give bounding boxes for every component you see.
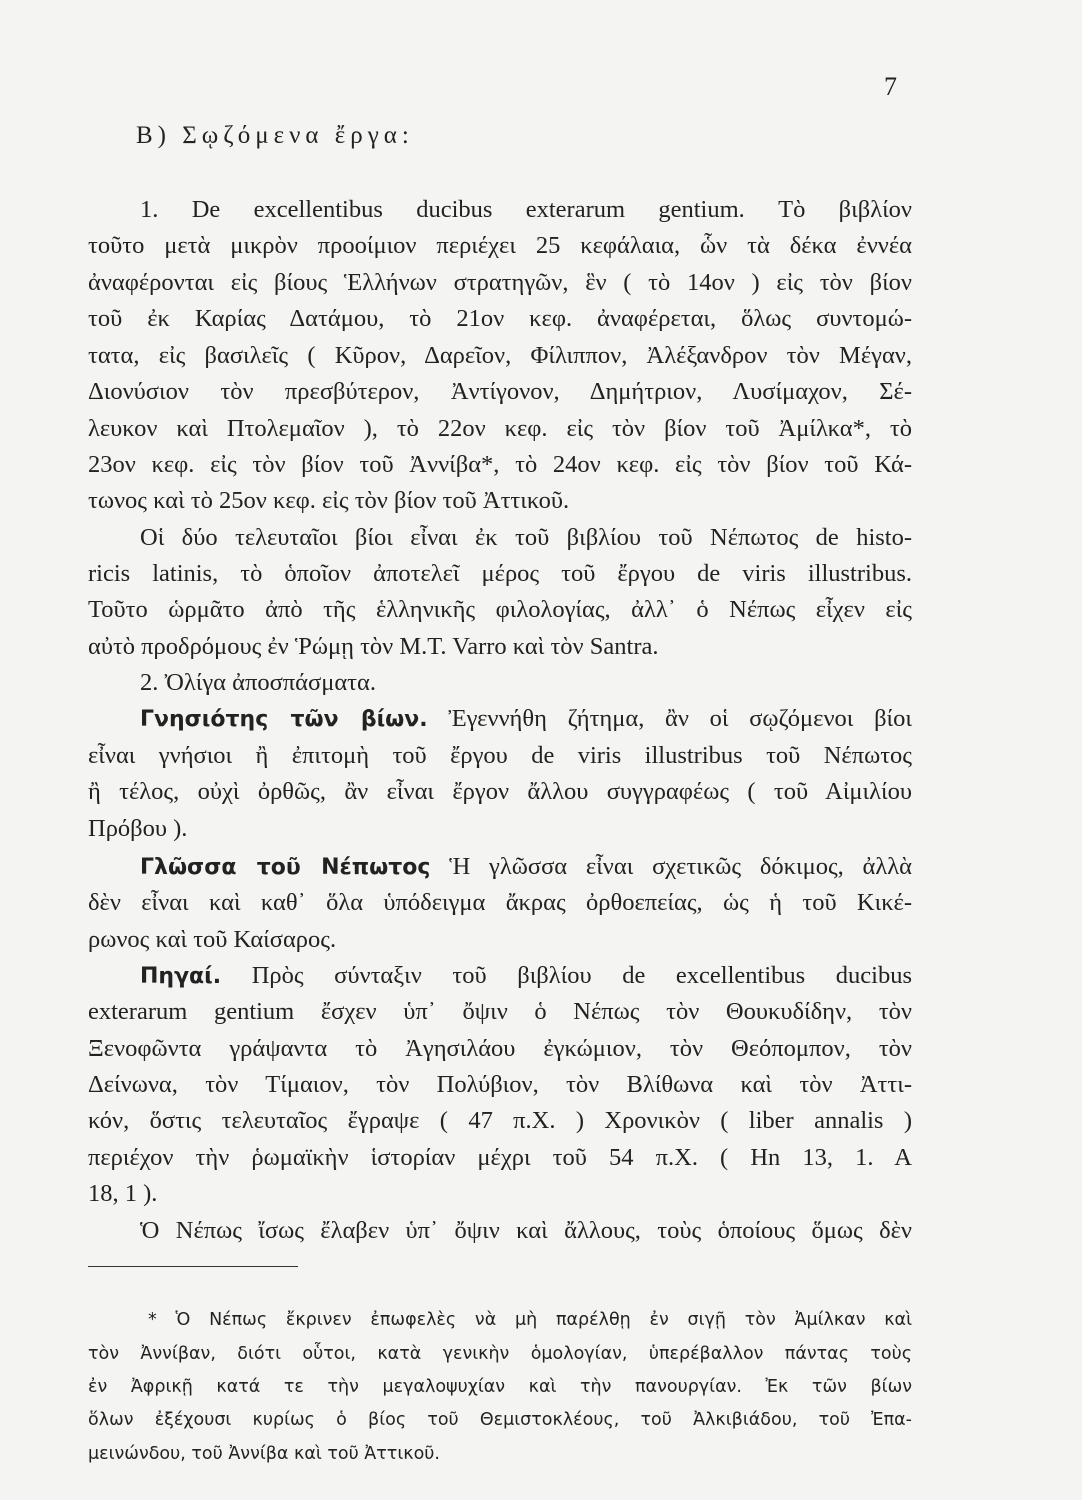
text-line: [88, 631, 912, 663]
line-text: αὐτὸ προδρόμους ἐν Ῥώμῃ τὸν M.T. Varro καὶ τὸν Santra.: [88, 633, 659, 660]
line-text: ricis latinis, τὸ ὁποῖον ἀποτελεῖ μέρος τοῦ ἔργου de viris illustribus.: [88, 560, 912, 587]
text-line: [88, 887, 912, 919]
section-heading: B) Σῳζόμενα ἔργα:: [136, 122, 414, 149]
line-text: εἶναι γνήσιοι ἢ ἐπιτομὴ τοῦ ἔργου de viris illustribus τοῦ Νέπωτος: [88, 742, 912, 769]
line-text: Διονύσιον τὸν πρεσβύτερον, Ἀντίγονον, Δημήτριον, Λυσίμαχον, Σέ-: [88, 378, 912, 405]
text-line: [88, 813, 912, 845]
line-text: ἀναφέρονται εἰς βίους Ἑλλήνων στρατηγῶν, ἓν ( τὸ 14ον ) εἰς τὸν βίον: [88, 269, 912, 296]
line-text: δὲν εἶναι καὶ καθ᾽ ὅλα ὑπόδειγμα ἄκρας ὀρθοεπείας, ὡς ἡ τοῦ Κικέ-: [88, 889, 912, 916]
footnote-line: ὅλων ἐξέχουσι κυρίως ὁ βίος τοῦ Θεμιστοκλέους, τοῦ Ἀλκιβιάδου, τοῦ Ἐπα-: [88, 1410, 912, 1430]
footnote-line: ἐν Ἀφρικῇ κατά τε τὴν μεγαλοψυχίαν καὶ τὴν πανουργίαν. Ἐκ τῶν βίων: [88, 1377, 912, 1397]
run-in-heading: Πηγαί.: [140, 964, 222, 989]
line-text: Οἱ δύο τελευταῖοι βίοι εἶναι ἐκ τοῦ βιβλίου τοῦ Νέπωτος de histo-: [140, 524, 912, 551]
footnote-line: τὸν Ἀννίβαν, διότι οὗτοι, κατὰ γενικὴν ὁμολογίαν, ὑπερέβαλλον πάντας τοὺς: [88, 1344, 912, 1364]
line-text: Ἐγεννήθη ζήτημα, ἂν οἱ σῳζόμενοι βίοι: [427, 705, 912, 732]
text-line: [88, 594, 912, 626]
line-text: τοῦτο μετὰ μικρὸν προοίμιον περιέχει 25 κεφάλαια, ὧν τὰ δέκα ἐννέα: [88, 232, 912, 259]
line-text: Τοῦτο ὡρμᾶτο ἀπὸ τῆς ἑλληνικῆς φιλολογίας, ἀλλ᾽ ὁ Νέπως εἶχεν εἰς: [88, 596, 912, 623]
line-text: 2. Ὀλίγα ἀποσπάσματα.: [140, 669, 376, 696]
text-line: [88, 303, 912, 335]
text-line: [88, 740, 912, 772]
text-line: [88, 449, 912, 481]
line-text: Πρὸς σύνταξιν τοῦ βιβλίου de excellentibus ducibus: [221, 962, 912, 989]
text-line: [88, 230, 912, 262]
text-line: [88, 413, 912, 445]
text-line: [88, 376, 912, 408]
page-number: 7: [884, 72, 897, 101]
line-text: τωνος καὶ τὸ 25ον κεφ. εἰς τὸν βίον τοῦ Ἀττικοῦ.: [88, 487, 570, 514]
text-line: [88, 1033, 912, 1065]
line-text: τατα, εἰς βασιλεῖς ( Κῦρον, Δαρεῖον, Φίλιππον, Ἀλέξανδρον τὸν Μέγαν,: [88, 342, 912, 369]
line-text: τοῦ ἐκ Καρίας Δατάμου, τὸ 21ον κεφ. ἀναφέρεται, ὅλως συντομώ-: [88, 305, 912, 332]
text-line: [140, 851, 912, 884]
footnote-line: μεινώνδου, τοῦ Ἀννίβα καὶ τοῦ Ἀττικοῦ.: [88, 1444, 440, 1464]
text-line: [88, 1142, 912, 1174]
line-text: κόν, ὅστις τελευταῖος ἔγραψε ( 47 π.Χ. ) Χρονικὸν ( liber annalis ): [88, 1107, 912, 1134]
text-line: [88, 996, 912, 1028]
text-line: [88, 485, 912, 517]
text-line: [88, 1069, 912, 1101]
line-text: 1. De excellentibus ducibus exterarum gentium. Τὸ βιβλίον: [140, 196, 912, 223]
run-in-heading: Γλῶσσα τοῦ Νέπωτος: [140, 855, 431, 880]
text-line: [88, 558, 912, 590]
text-line: [88, 1178, 912, 1210]
line-text: Ἡ γλῶσσα εἶναι σχετικῶς δόκιμος, ἀλλὰ: [430, 853, 912, 880]
text-line: [88, 924, 912, 956]
line-text: ρωνος καὶ τοῦ Καίσαρος.: [88, 926, 337, 953]
line-text: Πρόβου ).: [88, 815, 188, 842]
line-text: ἢ τέλος, οὐχὶ ὀρθῶς, ἂν εἶναι ἔργον ἄλλου συγγραφέως ( τοῦ Αἰμιλίου: [88, 778, 912, 805]
text-line: [140, 194, 912, 226]
line-text: Ὁ Νέπως ἴσως ἔλαβεν ὑπ᾽ ὄψιν καὶ ἄλλους, τοὺς ὁποίους ὅμως δὲν: [140, 1217, 912, 1244]
text-line: [88, 267, 912, 299]
line-text: Δείνωνα, τὸν Τίμαιον, τὸν Πολύβιον, τὸν Βλίθωνα καὶ τὸν Ἀττι-: [88, 1071, 912, 1098]
text-line: [88, 776, 912, 808]
line-text: λευκον καὶ Πτολεμαῖον ), τὸ 22ον κεφ. εἰς τὸν βίον τοῦ Ἀμίλκα*, τὸ: [88, 415, 912, 442]
run-in-heading: Γνησιότης τῶν βίων.: [140, 707, 428, 732]
line-text: 18, 1 ).: [88, 1180, 158, 1207]
line-text: 23ον κεφ. εἰς τὸν βίον τοῦ Ἀννίβα*, τὸ 24ον κεφ. εἰς τὸν βίον τοῦ Κά-: [88, 451, 912, 478]
text-line: [88, 340, 912, 372]
text-line: [140, 522, 912, 554]
line-text: Ξενοφῶντα γράψαντα τὸ Ἀγησιλάου ἐγκώμιον, τὸν Θεόπομπον, τὸν: [88, 1035, 912, 1062]
footnote-divider: [88, 1266, 298, 1267]
line-text: exterarum gentium ἔσχεν ὑπ᾽ ὄψιν ὁ Νέπως τὸν Θουκυδίδην, τὸν: [88, 998, 912, 1025]
text-line: [140, 703, 912, 736]
text-line: [140, 667, 912, 699]
footnote-line: * Ὁ Νέπως ἔκρινεν ἐπωφελὲς νὰ μὴ παρέλθῃ ἐν σιγῇ τὸν Ἀμίλκαν καὶ: [148, 1310, 912, 1330]
text-line: [140, 960, 912, 993]
line-text: περιέχον τὴν ῥωμαϊκὴν ἱστορίαν μέχρι τοῦ 54 π.Χ. ( Hn 13, 1. A: [88, 1144, 912, 1171]
text-line: [88, 1105, 912, 1137]
text-line: [140, 1215, 912, 1247]
